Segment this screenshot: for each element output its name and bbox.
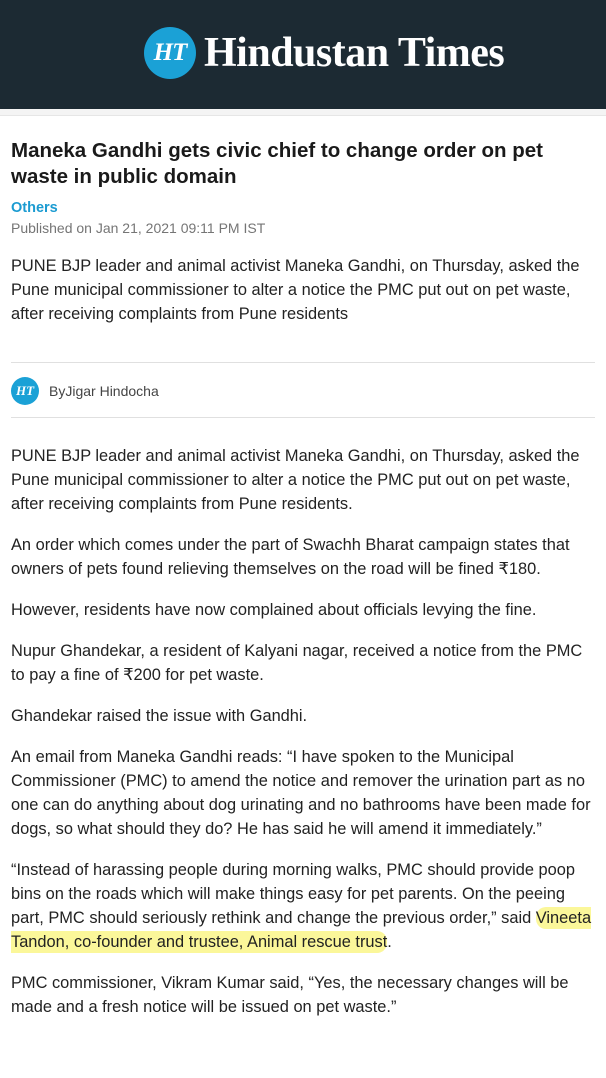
article-headline: Maneka Gandhi gets civic chief to change order on pet waste in public domain xyxy=(11,139,543,188)
article-paragraph: Nupur Ghandekar, a resident of Kalyani nagar, received a notice from the PMC to pay a fine of ₹200 for pet waste. xyxy=(11,642,583,684)
byline-prefix: By xyxy=(49,383,66,399)
divider xyxy=(11,417,595,418)
masthead xyxy=(0,0,606,109)
highlighted-text: Vineeta Tandon, co-founder and trustee, Animal rescue trust xyxy=(11,909,592,951)
article-body xyxy=(11,444,595,1019)
byline-text xyxy=(49,383,159,399)
quote-paragraph xyxy=(11,858,595,954)
section-link[interactable]: Others xyxy=(11,200,58,216)
article-paragraph: However, residents have now complained about officials levying the fine. xyxy=(11,601,537,619)
byline xyxy=(11,377,595,405)
brand-logo-link[interactable] xyxy=(144,27,504,79)
author-link[interactable]: Jigar Hindocha xyxy=(65,383,159,399)
quote-end: . xyxy=(387,933,392,951)
article-paragraph: An email from Maneka Gandhi reads: “I have spoken to the Municipal Commissioner (PMC) to amend the notice and remover the urination part as no one can do anything about dog urinating and no bathrooms have been made for dogs, so what should they do? He has said he will amend it immediately.” xyxy=(11,748,591,838)
article-paragraph: Ghandekar raised the issue with Gandhi. xyxy=(11,707,308,725)
author-avatar-icon: HT xyxy=(11,377,39,405)
quote-text: “Instead of harassing people during morning walks, PMC should provide poop bins on the roads which will make things easy for pet parents. On the peeing part, PMC should seriously rethink and change the previous order,” said xyxy=(11,861,575,927)
divider xyxy=(0,109,606,116)
article-container xyxy=(0,130,606,1019)
article-paragraph: PMC commissioner, Vikram Kumar said, “Yes, the necessary changes will be made and a fresh notice will be issued on pet waste.” xyxy=(11,974,569,1016)
published-date: Published on Jan 21, 2021 09:11 PM IST xyxy=(11,220,266,236)
brand-name: Hindustan Times xyxy=(204,30,505,76)
article-paragraph: An order which comes under the part of Swachh Bharat campaign states that owners of pets found relieving themselves on the road will be fined ₹180. xyxy=(11,536,570,578)
article-paragraph: PUNE BJP leader and animal activist Maneka Gandhi, on Thursday, asked the Pune municipal commissioner to alter a notice the PMC put out on pet waste, after receiving complaints from Pune residents. xyxy=(11,447,580,513)
ht-logo-icon: HT xyxy=(144,27,196,79)
article-summary: PUNE BJP leader and animal activist Maneka Gandhi, on Thursday, asked the Pune municipal commissioner to alter a notice the PMC put out on pet waste, after receiving complaints from Pune residents xyxy=(11,257,580,323)
divider xyxy=(11,362,595,363)
